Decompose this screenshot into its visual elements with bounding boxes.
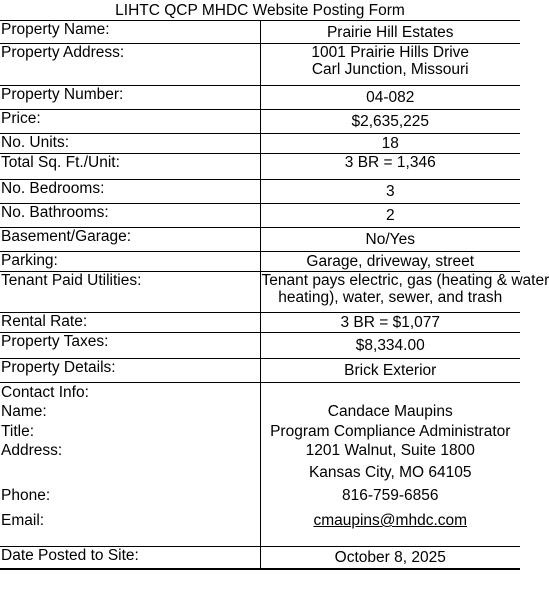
field-label-no-bathrooms: No. Bathrooms: [0,204,260,228]
field-value-no-units: 18 [260,134,520,154]
table-row [0,228,520,252]
contact-title-label: Title: [1,423,35,440]
table-row [0,359,520,383]
table-row [0,313,520,333]
field-value-rental-rate: 3 BR = $1,077 [260,313,520,333]
contact-title-value: Program Compliance Administrator [270,423,511,440]
field-label-no-units: No. Units: [0,134,260,154]
table-row [0,21,520,44]
field-value-property-address [260,44,520,86]
field-value-property-number: 04-082 [260,86,520,110]
contact-phone-value: 816-759-6856 [341,487,439,504]
contact-email-link[interactable]: cmaupins@mhdc.com [313,512,468,529]
field-value-no-bathrooms: 2 [260,204,520,228]
field-label-price: Price: [0,110,260,134]
field-label-rental-rate: Rental Rate: [0,313,260,333]
table-row [0,180,520,204]
utilities-line-2: heating), water, sewer, and trash [278,289,503,306]
form-title: LIHTC QCP MHDC Website Posting Form [0,0,520,21]
table-row [0,547,520,569]
table-row [0,134,520,154]
contact-email-label: Email: [1,512,45,529]
title-row [0,0,520,21]
field-value-property-taxes: $8,334.00 [260,333,520,359]
contact-values [260,383,520,547]
contact-address-label-2 [1,464,259,487]
table-row [0,204,520,228]
field-value-date-posted: October 8, 2025 [260,547,520,569]
contact-name-label: Name: [1,403,47,420]
contact-city-value: Kansas City, MO 64105 [308,464,472,481]
table-row [0,252,520,272]
field-value-price: $2,635,225 [260,110,520,134]
contact-address-value: 1201 Walnut, Suite 1800 [305,442,475,459]
field-label-property-address: Property Address: [0,44,260,86]
table-row [0,44,520,86]
table-row [0,154,520,180]
field-value-property-details: Brick Exterior [260,359,520,383]
field-label-property-name: Property Name: [0,21,260,44]
field-label-basement-garage: Basement/Garage: [0,228,260,252]
field-label-property-number: Property Number: [0,86,260,110]
contact-row [0,383,520,547]
utilities-line-1: Tenant pays electric, gas (heating & water [261,272,549,289]
table-row [0,110,520,134]
contact-info-value [262,384,520,403]
field-value-no-bedrooms: 3 [260,180,520,204]
contact-name-value: Candace Maupins [327,403,453,420]
field-label-property-details: Property Details: [0,359,260,383]
field-value-total-sq-ft: 3 BR = 1,346 [260,154,520,180]
address-line-1: 1001 Prairie Hills Drive [311,44,470,61]
contact-labels [0,383,260,547]
table-row [0,272,520,313]
field-label-parking: Parking: [0,252,260,272]
address-line-2: Carl Junction, Missouri [311,61,469,78]
field-label-property-taxes: Property Taxes: [0,333,260,359]
field-label-total-sq-ft: Total Sq. Ft./Unit: [0,154,260,180]
contact-address-label: Address: [1,442,63,459]
field-value-basement-garage: No/Yes [260,228,520,252]
contact-phone-label: Phone: [1,487,51,504]
table-row [0,86,520,110]
contact-info-label: Contact Info: [1,384,89,401]
field-value-tenant-paid-utilities [260,272,549,313]
field-value-parking: Garage, driveway, street [260,252,520,272]
field-label-tenant-paid-utilities: Tenant Paid Utilities: [0,272,260,313]
table-row [0,333,520,359]
field-label-date-posted: Date Posted to Site: [0,547,260,569]
field-value-property-name: Prairie Hill Estates [260,21,520,44]
field-label-no-bedrooms: No. Bedrooms: [0,180,260,204]
